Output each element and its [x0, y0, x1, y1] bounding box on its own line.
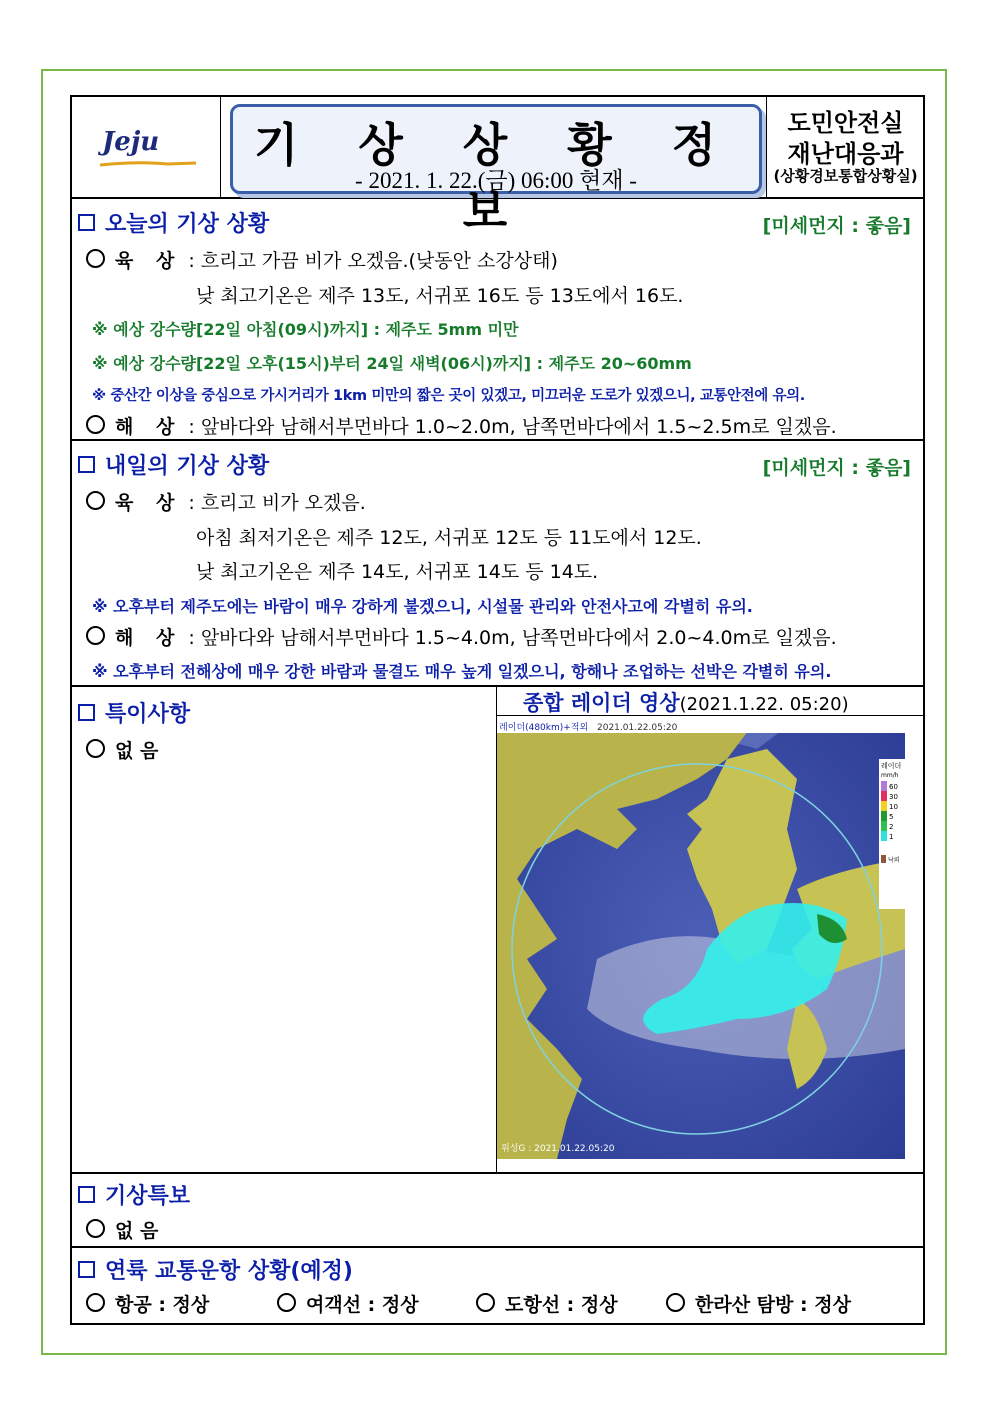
satellite-label: 위성G : 2021.01.22.05:20 [501, 1144, 615, 1154]
special-radar-section [72, 687, 923, 1174]
traffic-section [72, 1248, 923, 1323]
radar-title: 종합 레이더 영상 [523, 691, 680, 715]
legend-value: 5 [889, 813, 894, 821]
radar-image [497, 719, 905, 1159]
radar-image-label: 레이더(480km)+적외 [499, 723, 589, 733]
bullet-circle-icon [86, 1219, 105, 1238]
tomorrow-note-wind: ※ 오후부터 제주도에는 바람이 매우 강하게 불겠으니, 시설물 관리와 안전사고에 각별히 유의. [92, 597, 753, 616]
jeju-logo: Jeju [102, 127, 160, 157]
bullet-circle-icon [86, 739, 105, 758]
tomorrow-sea: 해 상 : 앞바다와 남해서부먼바다 1.5~4.0m, 남쪽먼바다에서 2.0~4.0m로 일겠음. [86, 623, 837, 650]
tomorrow-land: 육 상 : 흐리고 비가 오겠음. [86, 488, 366, 515]
legend-value: 10 [889, 803, 898, 811]
legend-value: 30 [889, 793, 898, 801]
department-name: 도민안전실 [787, 109, 904, 137]
title-box [230, 104, 762, 238]
logo-cell [72, 97, 221, 197]
today-note-rain1: ※ 예상 강수량[22일 아침(09시)까지] : 제주도 5mm 미만 [92, 320, 519, 339]
tomorrow-note-sea: ※ 오후부터 전해상에 매우 강한 바람과 물결도 매우 높게 일겠으니, 항해나 조업하는 선박은 각별히 유의. [92, 662, 832, 681]
legend-unit: mm/h [881, 772, 899, 779]
warning-title: 기상특보 [78, 1179, 190, 1210]
special-item: 없 음 [86, 736, 158, 763]
warning-section [72, 1174, 923, 1248]
legend-lightning: 낙뢰 [888, 857, 900, 864]
traffic-air: 항공 : 정상 [86, 1290, 209, 1317]
report-datetime: - 2021. 1. 22.(금) 06:00 현재 - [355, 168, 637, 193]
radar-header [496, 687, 924, 716]
document [70, 95, 925, 1325]
division-name: 재난대응과 [787, 140, 904, 168]
radar-image-time: 2021.01.22.05:20 [597, 723, 678, 733]
checkbox-icon [78, 1261, 95, 1278]
legend-value: 2 [889, 823, 894, 831]
tomorrow-dust: [미세먼지 : 좋음] [762, 457, 911, 479]
today-title: 오늘의 기상 상황 [78, 207, 269, 238]
tomorrow-low-temp: 아침 최저기온은 제주 12도, 서귀포 12도 등 11도에서 12도. [196, 527, 702, 549]
today-land-temp: 낮 최고기온은 제주 13도, 서귀포 16도 등 13도에서 16도. [196, 285, 684, 307]
today-note-rain2: ※ 예상 강수량[22일 오후(15시)부터 24일 새벽(06시)까지] : 제주도 20~60mm [92, 354, 692, 373]
bullet-circle-icon [86, 249, 105, 268]
checkbox-icon [78, 214, 95, 231]
bullet-circle-icon [666, 1293, 685, 1312]
bullet-circle-icon [86, 626, 105, 645]
traffic-ferry: 여객선 : 정상 [277, 1290, 419, 1317]
tomorrow-title: 내일의 기상 상황 [78, 449, 269, 480]
traffic-island: 도항선 : 정상 [476, 1290, 618, 1317]
logo-swoosh-icon [98, 161, 198, 167]
today-note-visibility: ※ 중산간 이상을 중심으로 가시거리가 1km 미만의 짧은 곳이 있겠고, 미끄러운 도로가 있겠으니, 교통안전에 유의. [92, 388, 805, 404]
today-land: 육 상 : 흐리고 가끔 비가 오겠음.(낮동안 소강상태) [86, 246, 558, 273]
traffic-hallasan: 한라산 탐방 : 정상 [666, 1290, 851, 1317]
checkbox-icon [78, 1186, 95, 1203]
bullet-circle-icon [476, 1293, 495, 1312]
radar-time: (2021.1.22. 05:20) [679, 694, 849, 715]
checkbox-icon [78, 704, 95, 721]
today-sea: 해 상 : 앞바다와 남해서부먼바다 1.0~2.0m, 남쪽먼바다에서 1.5~2.5m로 일겠음. [86, 412, 837, 439]
today-section [72, 197, 923, 441]
legend-value: 60 [889, 783, 898, 791]
tomorrow-high-temp: 낮 최고기온은 제주 14도, 서귀포 14도 등 14도. [196, 561, 599, 583]
traffic-title: 연륙 교통운항 상황(예정) [78, 1254, 353, 1285]
special-title: 특이사항 [78, 697, 190, 728]
today-dust: [미세먼지 : 좋음] [762, 215, 911, 237]
checkbox-icon [78, 456, 95, 473]
bullet-circle-icon [277, 1293, 296, 1312]
bullet-circle-icon [86, 415, 105, 434]
tomorrow-section [72, 441, 923, 687]
warning-item: 없 음 [86, 1216, 158, 1243]
bullet-circle-icon [86, 491, 105, 510]
legend-title: 레이더 [881, 762, 902, 770]
bullet-circle-icon [86, 1293, 105, 1312]
office-name: (상황경보통합상황실) [773, 167, 918, 185]
page-title: 기 상 상 황 정 보 [253, 118, 739, 238]
department-cell [766, 97, 924, 197]
legend-value: 1 [889, 833, 894, 841]
